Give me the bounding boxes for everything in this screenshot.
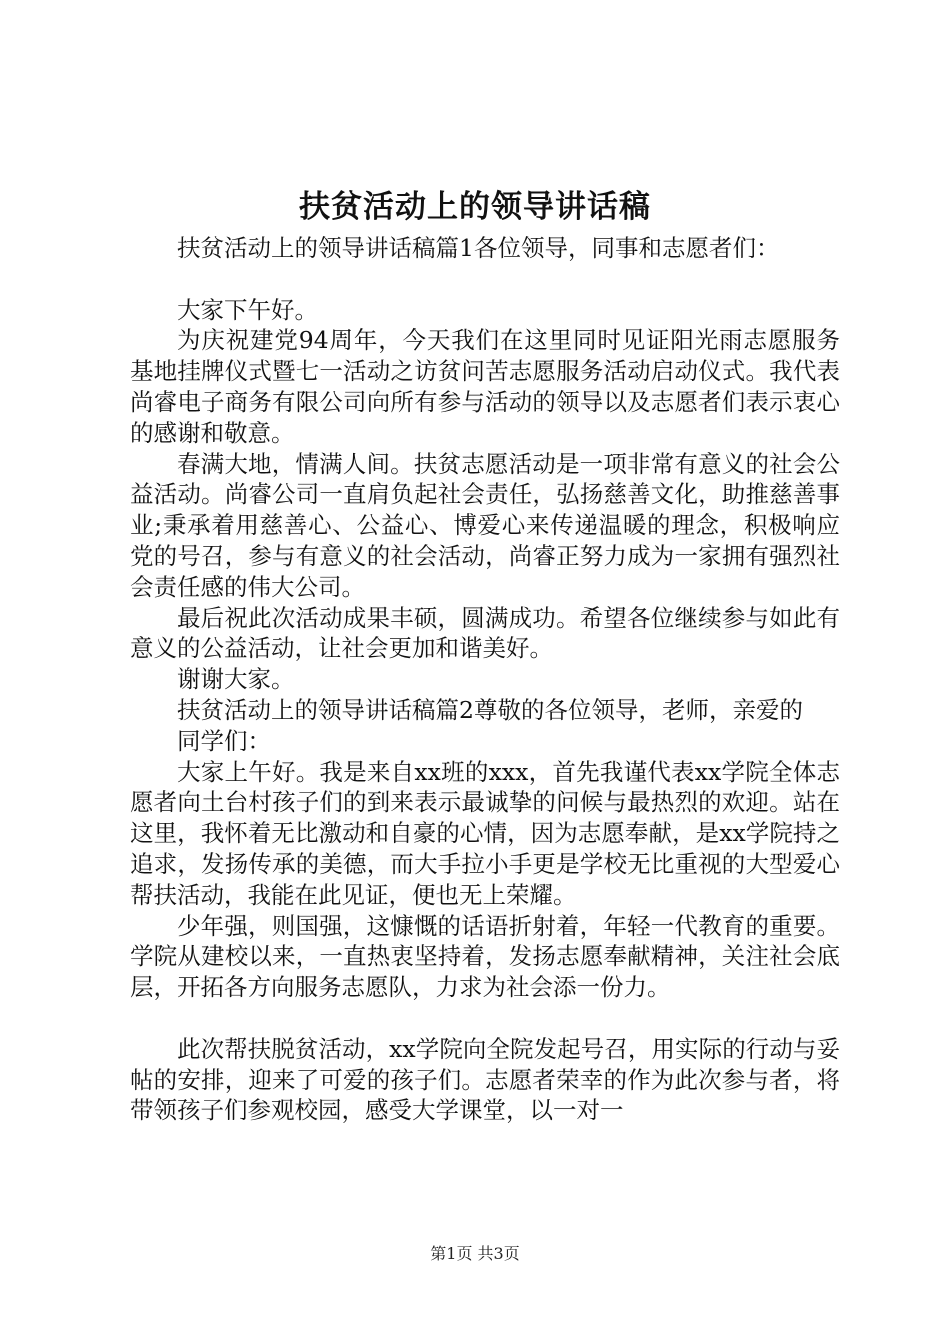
paragraph: 谢谢大家。 (177, 665, 295, 694)
paragraph: 扶贫活动上的领导讲话稿篇1各位领导，同事和志愿者们： (177, 234, 780, 262)
paragraph: 最后祝此次活动成果丰硕，圆满成功。希望各位继续参与如此有意义的公益活动，让社会更加和谐美好。 (130, 603, 840, 663)
paragraph: 大家上午好。我是来自xx班的xxx，首先我谨代表xx学院全体志愿者向土台村孩子们的到来表示最诚挚的问候与最热烈的欢迎。站在这里，我怀着无比激动和自豪的心情，因为志愿奉献，是xx学院持之追求，发扬传承的美德，而大手拉小手更是学校无比重视的大型爱心帮扶活动，我能在此见证，便也无上荣耀。 (130, 757, 840, 909)
paragraph: 春满大地，情满人间。扶贫志愿活动是一项非常有意义的社会公益活动。尚睿公司一直肩负起社会责任，弘扬慈善文化，助推慈善事业;秉承着用慈善心、公益心、博爱心来传递温暖的理念，积极响应党的号召，参与有意义的社会活动，尚睿正努力成为一家拥有强烈社会责任感的伟大公司。 (130, 449, 840, 601)
page-footer: 第1页 共3页 (430, 1244, 520, 1263)
document-body (130, 233, 840, 1126)
paragraph: 扶贫活动上的领导讲话稿篇2尊敬的各位领导，老师，亲爱的 (177, 695, 803, 724)
paragraph: 同学们： (177, 726, 271, 755)
paragraph: 此次帮扶脱贫活动，xx学院向全院发起号召，用实际的行动与妥帖的安排，迎来了可爱的孩子们。志愿者荣幸的作为此次参与者，将带领孩子们参观校园，感受大学课堂，以一对一 (130, 1034, 840, 1125)
paragraph: 少年强，则国强，这慷慨的话语折射着，年轻一代教育的重要。学院从建校以来，一直热衷坚持着，发扬志愿奉献精神，关注社会底层，开拓各方向服务志愿队，力求为社会添一份力。 (130, 911, 840, 1002)
paragraph: 大家下午好。 (177, 295, 318, 324)
paragraph: 为庆祝建党94周年，今天我们在这里同时见证阳光雨志愿服务基地挂牌仪式暨七一活动之访贫问苦志愿服务活动启动仪式。我代表尚睿电子商务有限公司向所有参与活动的领导以及志愿者们表示衷心的感谢和敬意。 (130, 326, 840, 447)
document-title: 扶贫活动上的领导讲话稿 (299, 189, 651, 225)
